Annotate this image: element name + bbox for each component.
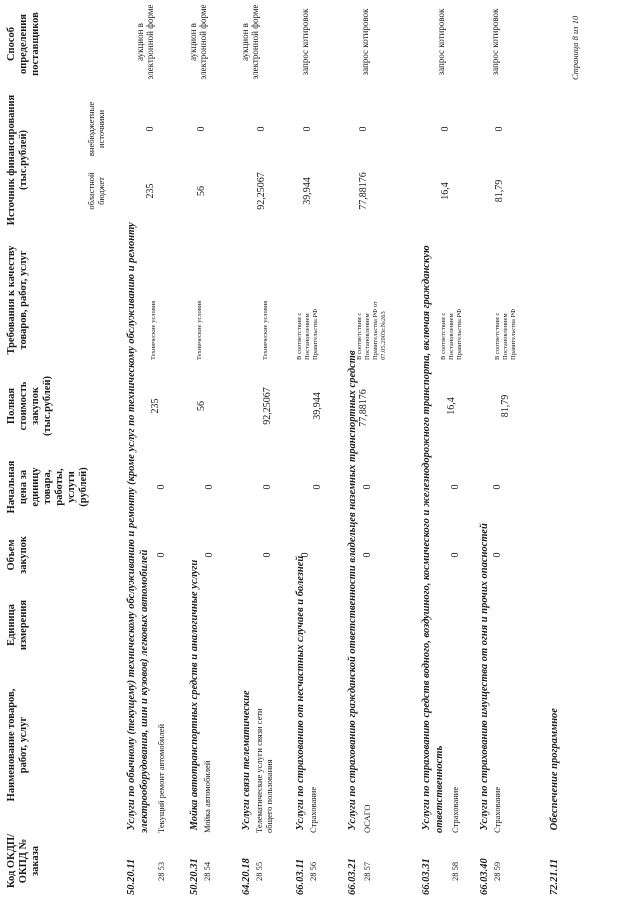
header-code: Код ОКДП/ ОКПД № заказа [6, 833, 41, 889]
header-total: Полная стоимость закупок (тыс.рублей) [6, 375, 53, 437]
procurement-method: запрос котировок [300, 8, 310, 76]
extrabudget-value: 0 [256, 126, 267, 132]
extrabudget-value: 0 [494, 126, 505, 132]
item-name: Текущий ремонт автомобилей [156, 723, 166, 833]
section-title-continued: электрооборудования, шин и кузовов) легковых автомобилей [139, 549, 150, 833]
item-name: Страхование [450, 786, 460, 833]
price-value: 0 [156, 484, 167, 490]
price-value: 0 [262, 484, 273, 490]
regional-budget-value: 235 [145, 183, 156, 199]
procurement-method: аукцион в электронной форме [135, 4, 155, 80]
requirement-text: В соответствии с Постановлением Правительства РФ от 07.05.2003г.№263 [356, 301, 387, 360]
section-title-continued: ответственность [434, 745, 445, 833]
extrabudget-value: 0 [145, 126, 156, 132]
section-code: 72.21.11 [549, 858, 560, 895]
header-name: Наименование товаров, работ, услуг [6, 688, 29, 802]
price-value: 0 [204, 484, 215, 490]
procurement-method: запрос котировок [436, 8, 446, 76]
volume-value: 0 [450, 552, 461, 558]
price-value: 0 [492, 484, 503, 490]
price-value: 0 [312, 484, 323, 490]
section-title: Услуги по страхованию от несчастных случаев и болезней [295, 555, 306, 831]
section-code: 66.03.21 [347, 858, 358, 895]
section-heading [420, 245, 433, 895]
total-value: 16,4 [446, 397, 457, 415]
extrabudget-value: 0 [440, 126, 451, 132]
total-value: 81,79 [500, 394, 511, 418]
section-heading [188, 560, 201, 895]
price-value: 0 [450, 484, 461, 490]
order-number: 28 55 [254, 861, 264, 881]
order-number: 28 58 [450, 861, 460, 881]
item-name: ОСАГО [362, 804, 372, 833]
header-volume: Объем закупок [6, 536, 29, 574]
volume-value: 0 [300, 552, 311, 558]
header-financing: Источник финансирования (тыс.рублей) [6, 94, 29, 226]
section-title: Услуги по страхованию имущества от огня и прочих опасностей [479, 523, 490, 831]
volume-value: 0 [362, 552, 373, 558]
section-title: Услуги связи телематические [241, 690, 252, 831]
order-number: 28 56 [308, 861, 318, 881]
section-heading [294, 556, 307, 895]
section-code: 50.20.11 [126, 858, 137, 895]
page-number: Страница 8 из 10 [570, 15, 580, 80]
requirement-text: В соответствии с Постановлением Правительства РФ [296, 308, 319, 360]
procurement-method: запрос котировок [490, 8, 500, 76]
order-number: 28 57 [362, 861, 372, 881]
requirement-text: В соответствии с Постановлением Правительства РФ [440, 308, 463, 360]
total-value: 77,88176 [358, 389, 369, 427]
item-name: Страхование [308, 786, 318, 833]
total-value: 39,944 [312, 392, 323, 420]
order-number: 28 59 [492, 861, 502, 881]
header-price: Начальная цена за единицу товара, работы, услуги (рублей) [6, 460, 89, 514]
section-code: 50.20.31 [189, 858, 200, 895]
header-financing-regional: областной бюджет [86, 172, 106, 210]
regional-budget-value: 77,88176 [358, 172, 369, 210]
section-title: Услуги по страхованию средств водного, воздушного, космического и железнодорожного транспорта, включая гражданскую [421, 245, 432, 831]
section-title: Обеспечение программное [549, 708, 560, 831]
procurement-method: запрос котировок [360, 8, 370, 76]
regional-budget-value: 56 [196, 186, 207, 196]
section-code: 66.03.31 [421, 858, 432, 895]
volume-value: 0 [204, 552, 215, 558]
total-value: 56 [196, 401, 207, 411]
volume-value: 0 [492, 552, 503, 558]
header-method: Способ определения поставщиков [6, 12, 41, 76]
requirement-text: Технические условия [262, 300, 269, 360]
regional-budget-value: 16,4 [440, 182, 451, 200]
price-value: 0 [362, 484, 373, 490]
section-heading [548, 708, 561, 895]
section-title: Услуги по страхованию гражданской ответственности владельцев наземных транспортных средств [347, 350, 358, 831]
procurement-method: аукцион в электронной форме [240, 4, 260, 80]
total-value: 92,25067 [262, 387, 273, 425]
section-code: 64.20.18 [241, 858, 252, 895]
section-title: Мойка автотранспортных средств и аналогичные услуги [189, 559, 200, 831]
requirement-text: Технические условия [196, 300, 203, 360]
extrabudget-value: 0 [302, 126, 313, 132]
header-requirements: Требования к качеству товаров, работ, услуг [6, 245, 29, 355]
section-heading [240, 690, 253, 895]
header-unit: Единица измерения [6, 599, 29, 651]
volume-value: 0 [262, 552, 273, 558]
section-heading [125, 222, 138, 895]
order-number: 28 54 [202, 861, 212, 881]
item-name: Телематические услуги связи сети общего пользования [254, 708, 274, 833]
order-number: 28 53 [156, 861, 166, 881]
section-code: 66.03.40 [479, 858, 490, 895]
header-financing-extrabudget: внебюджетные источники [86, 101, 106, 157]
extrabudget-value: 0 [358, 126, 369, 132]
requirement-text: В соответствии с Постановлением Правительства РФ [494, 308, 517, 360]
regional-budget-value: 92,25067 [256, 172, 267, 210]
total-value: 235 [150, 398, 161, 414]
regional-budget-value: 39,944 [302, 177, 313, 205]
regional-budget-value: 81,79 [494, 179, 505, 203]
section-code: 66.03.11 [295, 858, 306, 895]
section-heading [478, 523, 491, 895]
extrabudget-value: 0 [196, 126, 207, 132]
requirement-text: Технические условия [150, 300, 157, 360]
volume-value: 0 [156, 552, 167, 558]
item-name: Страхование [492, 786, 502, 833]
section-title: Услуги по обычному (текущему) техническому обслуживанию и ремонту (кроме услуг по техническому обслуживанию и ремонту [126, 222, 137, 831]
item-name: Мойка автомобилей [202, 760, 212, 833]
procurement-method: аукцион в электронной форме [188, 4, 208, 80]
